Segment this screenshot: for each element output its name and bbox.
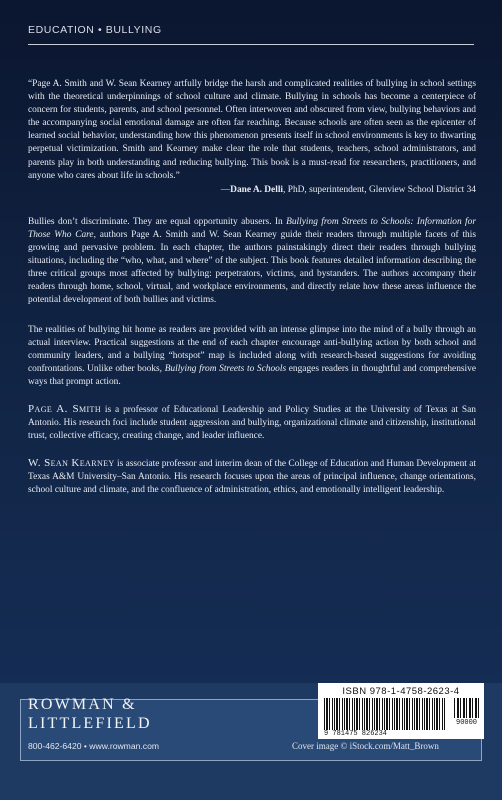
description-paragraph-1: Bullies don’t discriminate. They are equal opportunity abusers. In Bullying from Streets to Schools: Information for Those Who Care, authors Page A. Smith and W. Sean Kearney guide their readers through multiple facets of this growing and pervasive problem. In each chapter, the authors painstakingly direct their readers through bullying situations, including the “who, what, and where” of the subject. This book features detailed information describing the three critical groups most affected by bullying: perpetrators, victims, and bystanders. The authors accompany their readers through home, school, virtual, and workplace environments, and directly relate how these areas influence the potential development of both bullies and victims. — [28, 216, 476, 306]
author-name: W. Sean Kearney — [28, 457, 115, 470]
isbn-number: ISBN 978-1-4758-2623-4 — [342, 686, 460, 697]
back-cover-text — [28, 52, 476, 498]
quote-author: Dane A. Delli — [230, 184, 284, 195]
quote-attribution — [28, 184, 476, 197]
barcode-addon-digits: 90000 — [456, 719, 478, 727]
barcode-digits: 9 781475 826234 — [324, 730, 388, 738]
cover-image-credit: Cover image © iStock.com/Matt_Brown — [292, 741, 439, 751]
book-title: Bullying from Streets to Schools: Information for Those Who Care — [28, 216, 476, 240]
author-name: Page A. Smith — [28, 402, 102, 415]
isbn-barcode — [318, 683, 484, 739]
barcode-bars — [324, 698, 446, 730]
description-paragraph-2: The realities of bullying hit home as readers are provided with an intense glimpse into the mind of a bully through an actual interview. Practical suggestions at the end of each chapter encourage anti-bullying action by both school and community leaders, and a bullying “hotspot” map is included along with research-based suggestions for avoiding confrontations. Unlike other books, Bullying from Streets to Schools engages readers in thoughtful and comprehensive ways that prompt action. — [28, 324, 476, 387]
publisher-contact: 800-462-6420 • www.rowman.com — [28, 741, 160, 751]
endorsement-quote: “Page A. Smith and W. Sean Kearney artfully bridge the harsh and complicated realities of bullying in school settings with the theoretical underpinnings of school culture and climate. Bullying in schools has become a centerpiece of concern for students, parents, and school personnel. Often interwoven and obscured from view, bullying behaviors and the accompanying social emotional damage are often far reaching. Because schools are often seen as the epicenter of learned social behavior, understanding how this phenomenon presents itself in school environments is key to thwarting perpetual victimization. Smith and Kearney make clear the role that students, teachers, school administrators, and parents play in both understanding and reducing bullying. This book is a must-read for researchers, practitioners, and anyone who cares about life in schools.” — [28, 79, 476, 181]
category-label: EDUCATION • BULLYING — [28, 24, 162, 36]
author-bio-smith: Page A. Smith is a professor of Educational Leadership and Policy Studies at the University of Texas at San Antonio. His research foci include student aggression and bullying, organizational climate and citizenship, institutional trust, collective efficacy, creating change, and leader influence. — [28, 402, 476, 442]
quote-affiliation: , PhD, superintendent, Glenview School District 34 — [283, 184, 476, 195]
header-divider — [28, 44, 474, 45]
attribution-dash: — — [220, 184, 231, 195]
publisher-logo: ROWMAN & LITTLEFIELD — [28, 696, 152, 732]
author-bio-kearney: W. Sean Kearney is associate professor and interim dean of the College of Education and Human Development at Texas A&M University–San Antonio. His research focuses upon the areas of principal influence, change orientations, school culture and climate, and the confluence of administration, ethics, and emotionally intelligent leadership. — [28, 457, 476, 496]
book-title-short: Bullying from Streets to Schools — [164, 363, 287, 374]
barcode-addon-bars — [454, 698, 480, 718]
